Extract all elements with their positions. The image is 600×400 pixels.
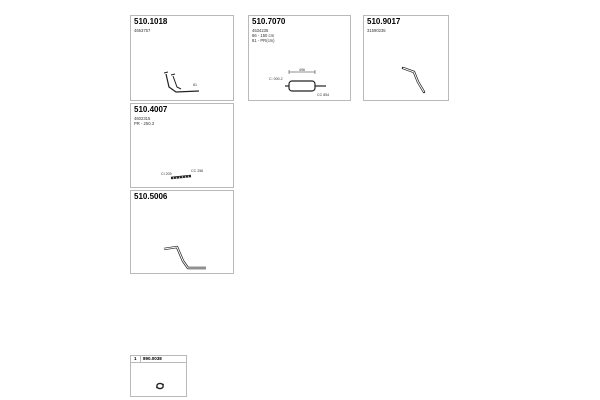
rubber-ring-icon [131, 356, 188, 398]
exhaust-pipe-diagram [131, 16, 235, 102]
outlet-label: CC 256 [191, 169, 204, 173]
part-spec-2: 81 - PR(cm) [252, 38, 275, 43]
accessory-card[interactable] [130, 355, 187, 397]
length-label: 496 [299, 68, 305, 72]
flex-pipe-diagram [131, 104, 235, 189]
part-number: 510.7070 [252, 17, 286, 26]
part-card-510-4007[interactable] [130, 103, 234, 188]
part-reference: 31590235 [367, 28, 386, 33]
pipe-label: 81 [193, 83, 197, 87]
part-reference: 4534235 [252, 28, 269, 33]
part-number: 510.9017 [367, 17, 401, 26]
part-spec-1: 86 - 150 cm [252, 33, 275, 38]
front-pipe-diagram [131, 191, 235, 275]
part-reference: 4653757 [134, 28, 151, 33]
part-spec: PR - 250.3 [134, 121, 155, 126]
outlet-label: CC 854 [317, 93, 330, 97]
tail-pipe-diagram [364, 16, 450, 102]
part-reference: 4602315 [134, 116, 151, 121]
silencer-diagram [249, 16, 352, 102]
inlet-label: CI 209 [161, 172, 172, 176]
part-card-510-9017[interactable] [363, 15, 449, 101]
part-number: 510.4007 [134, 105, 168, 114]
part-number: 510.5006 [134, 192, 168, 201]
part-card-510-1018[interactable] [130, 15, 234, 101]
part-number: 510.1018 [134, 17, 168, 26]
part-card-510-7070[interactable] [248, 15, 351, 101]
accessory-qty: 1 [134, 356, 137, 361]
inlet-label: C: 000.2 [269, 77, 283, 81]
accessory-code: 890.0038 [143, 356, 162, 361]
part-card-510-5006[interactable] [130, 190, 234, 274]
